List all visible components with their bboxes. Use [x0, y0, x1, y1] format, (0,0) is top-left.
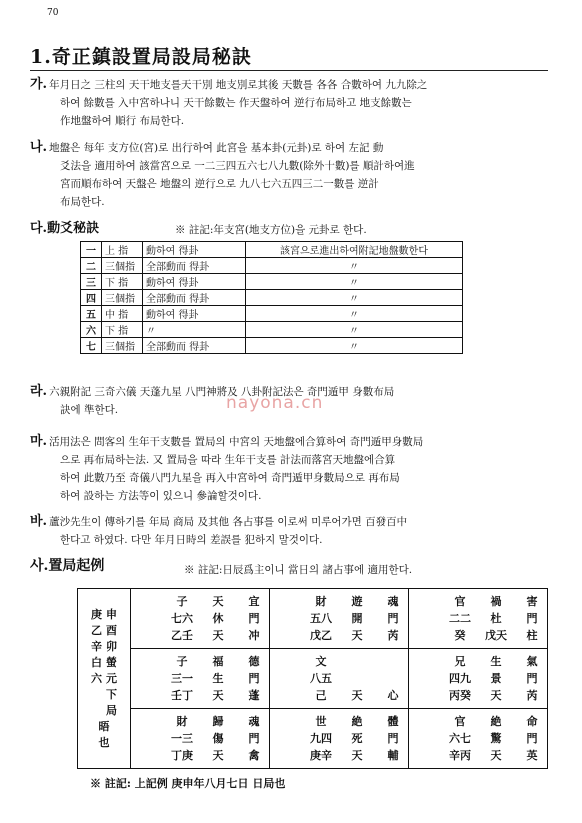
palace-glyph: 子: [176, 655, 188, 668]
side-char: 晤: [98, 719, 110, 733]
palace-glyph: 命: [526, 715, 538, 728]
table-cell: 中 指: [102, 306, 143, 322]
section-note-da: ※ 註記:年支宮(地支方位)을 元卦로 한다.: [175, 224, 367, 236]
palace-glyph: [274, 610, 296, 627]
palace-glyph: 四九: [449, 672, 471, 685]
palace-glyph: 七六: [171, 612, 193, 625]
palace-line: [135, 670, 265, 687]
palace-line: [274, 653, 404, 670]
palace-glyph: 天: [351, 749, 363, 762]
placement-example-grid: [77, 588, 548, 769]
palace-glyph: 壬丁: [171, 689, 193, 702]
side-char: 申: [106, 607, 117, 621]
palace-glyph: 歸: [212, 715, 224, 728]
paragraph-marker: 바.: [30, 514, 48, 529]
palace-cell: [270, 649, 409, 709]
palace-cell: [409, 649, 548, 709]
palace-line: [413, 730, 543, 747]
palace-glyph: 天: [351, 689, 363, 702]
palace-glyph: 五八: [310, 612, 332, 625]
grid-row: [78, 709, 548, 769]
text-line: 하여 設하는 方法等이 있으니 參論할것이다.: [60, 490, 262, 502]
palace-line: [413, 747, 543, 764]
palace-line: [135, 713, 265, 730]
palace-glyph: 天: [351, 629, 363, 642]
table-cell: 全部動而 得卦: [143, 338, 246, 354]
palace-glyph: [274, 713, 296, 730]
palace-glyph: 芮: [526, 689, 538, 702]
text-line: 爻法을 適用하여 該當宮으로 一二三四五六七八九數(除外十數)를 順計하여進: [60, 160, 415, 172]
paragraph-na: [30, 139, 555, 211]
section-note-sa: ※ 註記:日辰爲主이니 當日의 諸占事에 適用한다.: [184, 564, 413, 576]
palace-line: [135, 747, 265, 764]
side-char: 乙: [91, 623, 102, 637]
palace-glyph: 天: [212, 629, 224, 642]
palace-glyph: 辛丙: [449, 749, 471, 762]
table-cell: 二: [81, 258, 102, 274]
palace-line: [413, 610, 543, 627]
table-cell: 該宮으로進出하여附記地盤數한다: [246, 242, 463, 258]
palace-line: [413, 670, 543, 687]
palace-glyph: 門: [526, 672, 538, 685]
palace-cell: [409, 709, 548, 769]
side-char: 元: [106, 671, 117, 685]
palace-glyph: 一三: [171, 732, 193, 745]
palace-glyph: [413, 653, 435, 670]
palace-line: [135, 687, 265, 704]
palace-glyph: 氣: [526, 655, 538, 668]
table-cell: 〃: [246, 322, 463, 338]
palace-glyph: 休: [212, 612, 224, 625]
palace-glyph: 驚: [490, 732, 502, 745]
palace-glyph: [135, 670, 157, 687]
palace-line: [274, 610, 404, 627]
palace-glyph: [135, 730, 157, 747]
text-line: 布局한다.: [60, 196, 105, 208]
palace-glyph: [346, 670, 368, 687]
palace-glyph: 丁庚: [171, 749, 193, 762]
palace-glyph: [413, 713, 435, 730]
palace-glyph: 己: [315, 689, 327, 702]
table-row: [81, 242, 463, 258]
palace-cell: [131, 709, 270, 769]
palace-glyph: 門: [248, 732, 260, 745]
palace-glyph: 天: [490, 689, 502, 702]
palace-glyph: [135, 653, 157, 670]
table-row: [81, 274, 463, 290]
text-line: 六親附記 三奇六儀 天蓬九星 八門神將及 八卦附記法은 奇門遁甲 身數布局: [49, 386, 395, 398]
side-column: [91, 607, 102, 719]
table-cell: 七: [81, 338, 102, 354]
palace-glyph: [413, 610, 435, 627]
grid-row: [78, 649, 548, 709]
paragraph-marker: 마.: [30, 434, 48, 449]
palace-line: [135, 653, 265, 670]
palace-glyph: 魂: [387, 595, 399, 608]
text-line: 宮而順布하여 天盤은 地盤의 逆行으로 九八七六五四三二一數를 逆計: [60, 178, 379, 190]
palace-glyph: [274, 747, 296, 764]
text-line: 하여 此數乃至 奇儀八門九星을 再入中宮하여 奇門遁甲身數局으로 再布局: [60, 472, 400, 484]
palace-glyph: 門: [387, 612, 399, 625]
section-heading-da: 다.動爻秘訣: [30, 221, 100, 236]
section-heading-sa: 사.置局起例: [30, 558, 105, 574]
palace-line: [413, 593, 543, 610]
palace-glyph: 絶: [490, 715, 502, 728]
table-cell: 一: [81, 242, 102, 258]
paragraph-marker: 가.: [30, 77, 48, 92]
text-line: 蘆沙先生이 傳하기를 年局 商局 及其他 各占事를 이로써 미루어가면 百發百中: [49, 516, 408, 528]
palace-glyph: [413, 747, 435, 764]
text-line: 作地盤하여 順行 布局한다.: [60, 115, 185, 127]
palace-glyph: 門: [248, 612, 260, 625]
palace-glyph: [413, 593, 435, 610]
palace-glyph: 世: [315, 715, 327, 728]
table-cell: 全部動而 得卦: [143, 290, 246, 306]
text-line: 으로 再布局하는法. 又 置局을 따라 生年干支를 計法而落宮天地盤에合算: [60, 454, 396, 466]
dong-yao-table: [80, 241, 463, 354]
palace-cell: [131, 589, 270, 649]
palace-glyph: 門: [526, 612, 538, 625]
table-row: [81, 338, 463, 354]
side-char: 局: [106, 703, 117, 717]
palace-line: [413, 713, 543, 730]
page-title: 1.奇正鎮設置局設局秘訣: [30, 46, 252, 68]
palace-glyph: 杜: [490, 612, 502, 625]
palace-glyph: [346, 653, 368, 670]
table-cell: 四: [81, 290, 102, 306]
side-bottom: [79, 719, 129, 751]
palace-glyph: [274, 627, 296, 644]
table-cell: 〃: [246, 290, 463, 306]
side-char: 庚: [91, 607, 102, 621]
palace-glyph: 冲: [248, 629, 260, 642]
table-cell: 下 指: [102, 274, 143, 290]
side-char: 辛: [91, 639, 102, 653]
palace-glyph: 三一: [171, 672, 193, 685]
palace-glyph: 宜: [248, 595, 260, 608]
page-number: 70: [47, 8, 59, 18]
palace-glyph: 絶: [351, 715, 363, 728]
text-line: 한다고 하였다. 다만 年月日時의 差誤를 犯하지 말것이다.: [60, 534, 323, 546]
palace-line: [413, 627, 543, 644]
table-cell: 動하여 得卦: [143, 306, 246, 322]
palace-glyph: 戊乙: [310, 629, 332, 642]
palace-glyph: 六七: [449, 732, 471, 745]
palace-glyph: 兄: [454, 655, 466, 668]
palace-line: [274, 593, 404, 610]
side-char: 白: [91, 655, 102, 669]
table-cell: 〃: [143, 322, 246, 338]
palace-line: [274, 627, 404, 644]
table-cell: 三個指: [102, 338, 143, 354]
table-cell: 〃: [246, 338, 463, 354]
table-cell: 全部動而 得卦: [143, 258, 246, 274]
text-line: 年月日之 三柱의 天干地支를天干別 地支別로其後 天數를 各各 合數하여 九九除之: [49, 79, 428, 91]
table-row: [81, 322, 463, 338]
palace-glyph: [382, 670, 404, 687]
paragraph-marker: 라.: [30, 384, 48, 399]
palace-line: [413, 653, 543, 670]
table-cell: 三個指: [102, 258, 143, 274]
table-cell: 〃: [246, 274, 463, 290]
palace-glyph: 生: [212, 672, 224, 685]
palace-line: [135, 730, 265, 747]
paragraph-ba: [30, 513, 555, 549]
palace-glyph: 柱: [526, 629, 538, 642]
palace-glyph: 門: [248, 672, 260, 685]
palace-glyph: 蓬: [248, 689, 260, 702]
palace-line: [413, 687, 543, 704]
palace-glyph: 開: [351, 612, 363, 625]
table-cell: 三個指: [102, 290, 143, 306]
palace-glyph: [274, 653, 296, 670]
palace-glyph: 戊天: [485, 629, 507, 642]
palace-cell: [131, 649, 270, 709]
palace-glyph: [135, 687, 157, 704]
palace-glyph: [135, 627, 157, 644]
palace-glyph: [135, 747, 157, 764]
palace-glyph: [135, 610, 157, 627]
palace-line: [135, 610, 265, 627]
palace-glyph: [135, 593, 157, 610]
palace-glyph: [274, 670, 296, 687]
palace-cell: [409, 589, 548, 649]
watermark: nayona.cn: [226, 393, 324, 413]
palace-glyph: 禍: [490, 595, 502, 608]
palace-glyph: 景: [490, 672, 502, 685]
palace-cell: [270, 709, 409, 769]
palace-line: [274, 670, 404, 687]
table-cell: 上 指: [102, 242, 143, 258]
palace-glyph: 天: [212, 749, 224, 762]
palace-glyph: 輔: [387, 749, 399, 762]
text-line: 하여 餘數를 入中宮하나니 天干餘數는 作天盤하여 逆行布局하고 地支餘數는: [60, 97, 412, 109]
palace-glyph: 生: [490, 655, 502, 668]
palace-line: [274, 687, 404, 704]
palace-glyph: [274, 593, 296, 610]
palace-glyph: 福: [212, 655, 224, 668]
side-char: 酉: [106, 623, 117, 637]
side-columns: [79, 607, 129, 719]
palace-glyph: 丙癸: [449, 689, 471, 702]
side-char: 六: [91, 671, 102, 685]
palace-glyph: 八五: [310, 672, 332, 685]
table-cell: 動하여 得卦: [143, 242, 246, 258]
palace-glyph: 財: [315, 595, 327, 608]
palace-line: [135, 627, 265, 644]
palace-glyph: 英: [526, 749, 538, 762]
palace-glyph: 乙壬: [171, 629, 193, 642]
palace-glyph: 門: [387, 732, 399, 745]
palace-glyph: [274, 730, 296, 747]
palace-glyph: 禽: [248, 749, 260, 762]
side-column: [106, 607, 117, 719]
palace-glyph: [413, 670, 435, 687]
text-line: 活用法은 問客의 生年干支數를 置局의 中宮의 天地盤에合算하여 奇門遁甲身數局: [49, 436, 424, 448]
palace-glyph: 財: [176, 715, 188, 728]
table-cell: 下 指: [102, 322, 143, 338]
table-cell: 五: [81, 306, 102, 322]
palace-glyph: [413, 687, 435, 704]
palace-glyph: 癸: [454, 629, 466, 642]
palace-glyph: 芮: [387, 629, 399, 642]
palace-glyph: [274, 687, 296, 704]
table-cell: 〃: [246, 258, 463, 274]
palace-glyph: 死: [351, 732, 363, 745]
table-cell: 動하여 得卦: [143, 274, 246, 290]
palace-glyph: 遊: [351, 595, 363, 608]
palace-cell: [270, 589, 409, 649]
palace-glyph: 害: [526, 595, 538, 608]
paragraph-ga: [30, 76, 555, 130]
palace-line: [274, 730, 404, 747]
palace-glyph: 心: [387, 689, 399, 702]
palace-glyph: [382, 653, 404, 670]
paragraph-ma: [30, 433, 555, 505]
palace-glyph: 二二: [449, 612, 471, 625]
palace-glyph: [135, 713, 157, 730]
palace-glyph: 魂: [248, 715, 260, 728]
title-underline: [30, 70, 548, 71]
text-line: 地盤은 每年 支方位(宮)로 出行하여 此宮을 基本卦(元卦)로 하여 左記 動: [49, 142, 384, 154]
side-char: 卯: [106, 639, 117, 653]
palace-glyph: 天: [490, 749, 502, 762]
text-line: 訣에 準한다.: [60, 404, 119, 416]
paragraph-marker: 나.: [30, 140, 48, 155]
palace-glyph: 德: [248, 655, 260, 668]
table-row: [81, 258, 463, 274]
table-cell: 〃: [246, 306, 463, 322]
palace-glyph: 官: [454, 595, 466, 608]
palace-glyph: 天: [212, 595, 224, 608]
side-char: 也: [98, 735, 110, 749]
palace-glyph: [413, 730, 435, 747]
palace-glyph: 傷: [212, 732, 224, 745]
table-row: [81, 290, 463, 306]
palace-glyph: 體: [387, 715, 399, 728]
palace-glyph: 子: [176, 595, 188, 608]
table-cell: 三: [81, 274, 102, 290]
palace-glyph: 庚辛: [310, 749, 332, 762]
grid-row: [78, 589, 548, 649]
footnote: ※ 註記: 上記例 庚申年八月七日 日局也: [90, 777, 286, 790]
palace-glyph: 文: [315, 655, 327, 668]
palace-glyph: 天: [212, 689, 224, 702]
palace-line: [274, 747, 404, 764]
side-char: 下: [106, 687, 117, 701]
table-row: [81, 306, 463, 322]
side-char: 螢: [106, 655, 117, 669]
palace-line: [135, 593, 265, 610]
side-label: [78, 589, 131, 769]
palace-glyph: 門: [526, 732, 538, 745]
palace-glyph: [413, 627, 435, 644]
palace-line: [274, 713, 404, 730]
table-cell: 六: [81, 322, 102, 338]
palace-glyph: 九四: [310, 732, 332, 745]
palace-glyph: 官: [454, 715, 466, 728]
